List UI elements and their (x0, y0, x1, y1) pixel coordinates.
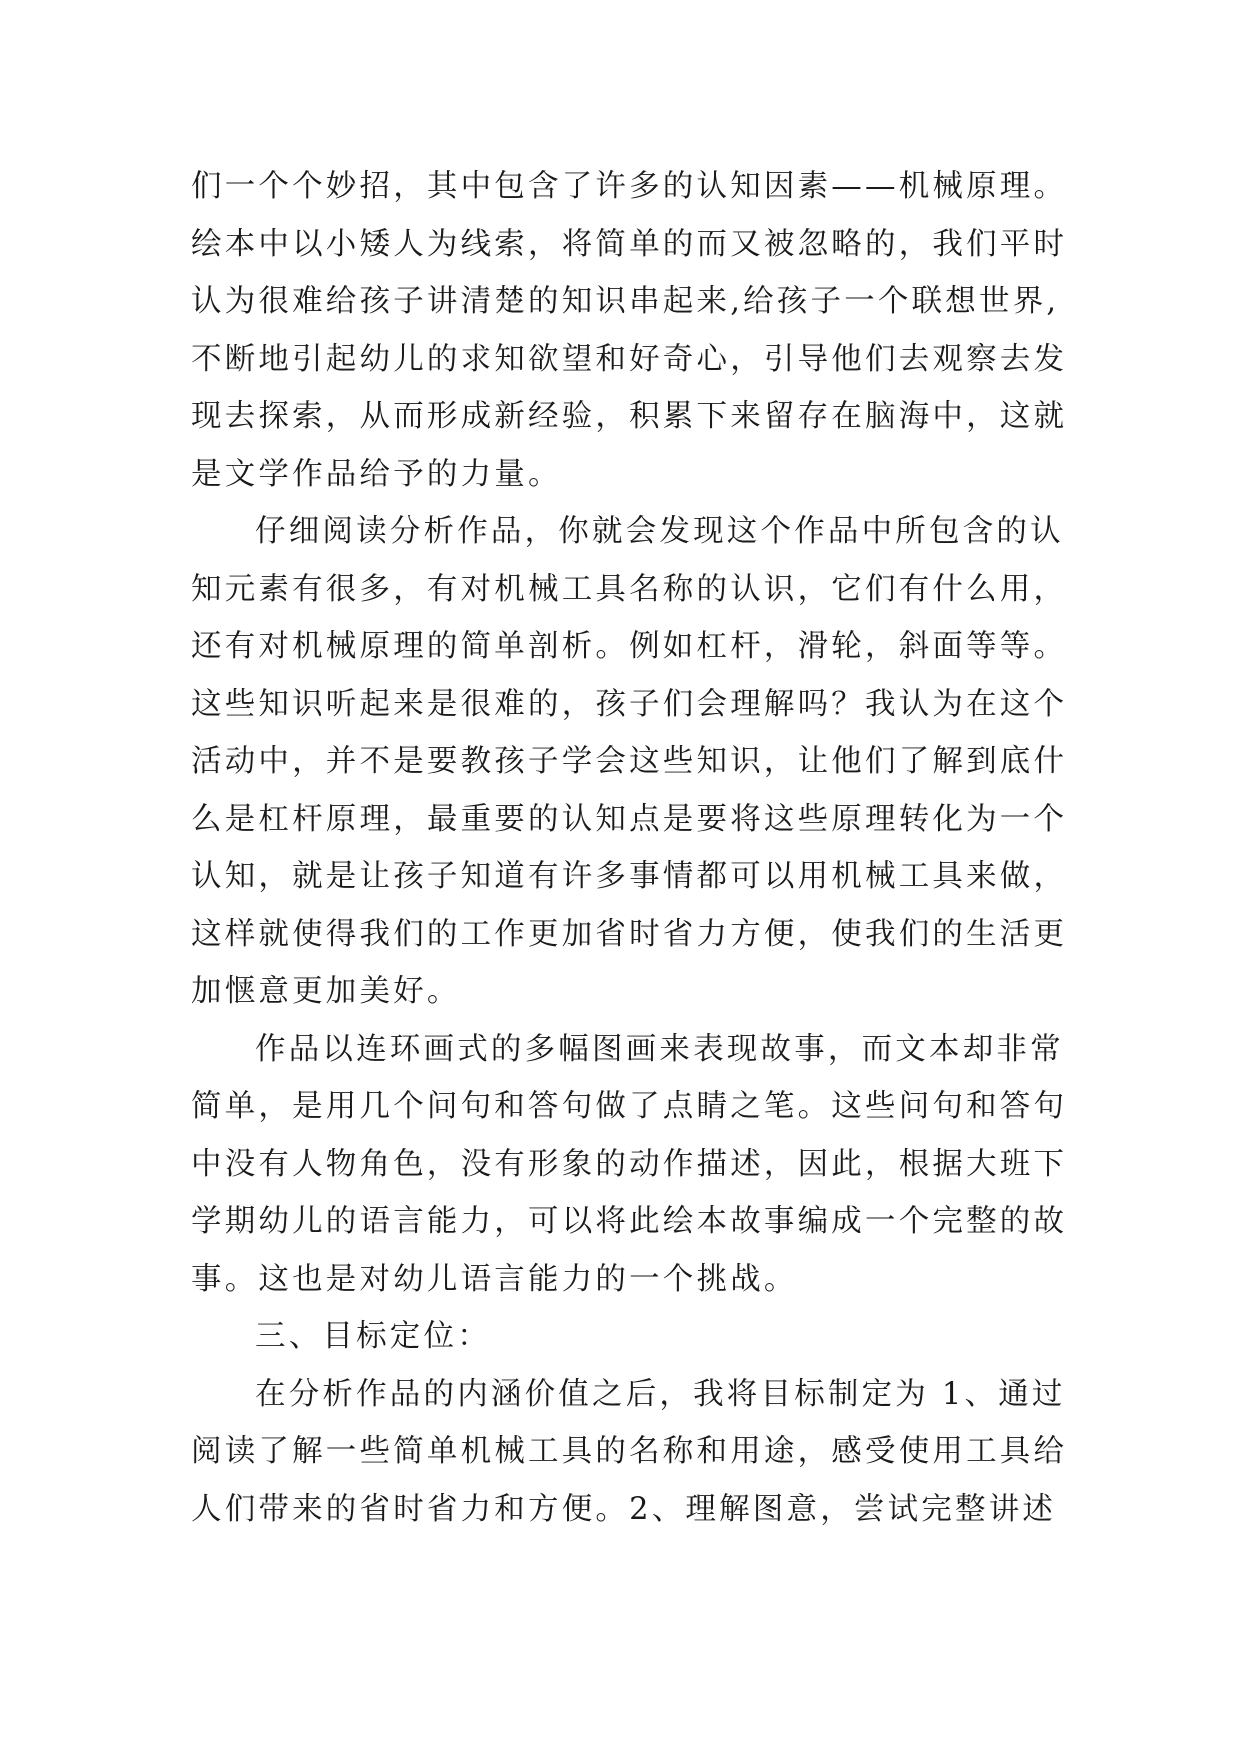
text-line: 绘本中以小矮人为线索，将简单的而又被忽略的，我们平时 (191, 226, 1068, 262)
text-line: 简单，是用几个问句和答句做了点睛之笔。这些问句和答句 (191, 1089, 1068, 1124)
text-line: 三、目标定位： (255, 1319, 491, 1354)
text-line: 加惬意更加美好。 (191, 974, 461, 1009)
text-line: 人们带来的省时省力和方便。2、理解图意，尝试完整讲述 (191, 1491, 1057, 1527)
text-line: 阅读了解一些简单机械工具的名称和用途，感受使用工具给 (191, 1434, 1068, 1469)
text-line: 知元素有很多，有对机械工具名称的认识，它们有什么用， (191, 571, 1068, 607)
text-line: 作品以连环画式的多幅图画来表现故事，而文本却非常 (255, 1031, 1064, 1067)
text-line: 事。这也是对幼儿语言能力的一个挑战。 (191, 1261, 798, 1297)
text-line: 是文学作品给予的力量。 (191, 456, 562, 492)
text-line: 不断地引起幼儿的求知欲望和好奇心，引导他们去观察去发 (191, 341, 1068, 377)
text-line: 么是杠杆原理，最重要的认知点是要将这些原理转化为一个 (191, 801, 1068, 837)
text-line: 现去探索，从而形成新经验，积累下来留存在脑海中，这就 (191, 399, 1068, 434)
text-line: 活动中，并不是要教孩子学会这些知识，让他们了解到底什 (191, 744, 1068, 779)
text-line: 这些知识听起来是很难的，孩子们会理解吗？我认为在这个 (191, 686, 1068, 722)
text-line: 们一个个妙招，其中包含了许多的认知因素——机械原理。 (191, 169, 1068, 204)
text-line: 仔细阅读分析作品，你就会发现这个作品中所包含的认 (255, 514, 1064, 549)
text-line: 认知，就是让孩子知道有许多事情都可以用机械工具来做， (191, 859, 1068, 894)
text-line: 还有对机械原理的简单剖析。例如杠杆，滑轮，斜面等等。 (191, 629, 1068, 664)
body-text (191, 158, 1091, 1538)
text-line: 认为很难给孩子讲清楚的知识串起来,给孩子一个联想世界, (191, 284, 1060, 319)
text-line: 在分析作品的内涵价值之后，我将目标制定为 1、通过 (255, 1376, 1066, 1412)
text-line: 中没有人物角色，没有形象的动作描述，因此，根据大班下 (191, 1146, 1068, 1182)
text-line: 学期幼儿的语言能力，可以将此绘本故事编成一个完整的故 (191, 1204, 1068, 1239)
text-line: 这样就使得我们的工作更加省时省力方便，使我们的生活更 (191, 916, 1068, 952)
